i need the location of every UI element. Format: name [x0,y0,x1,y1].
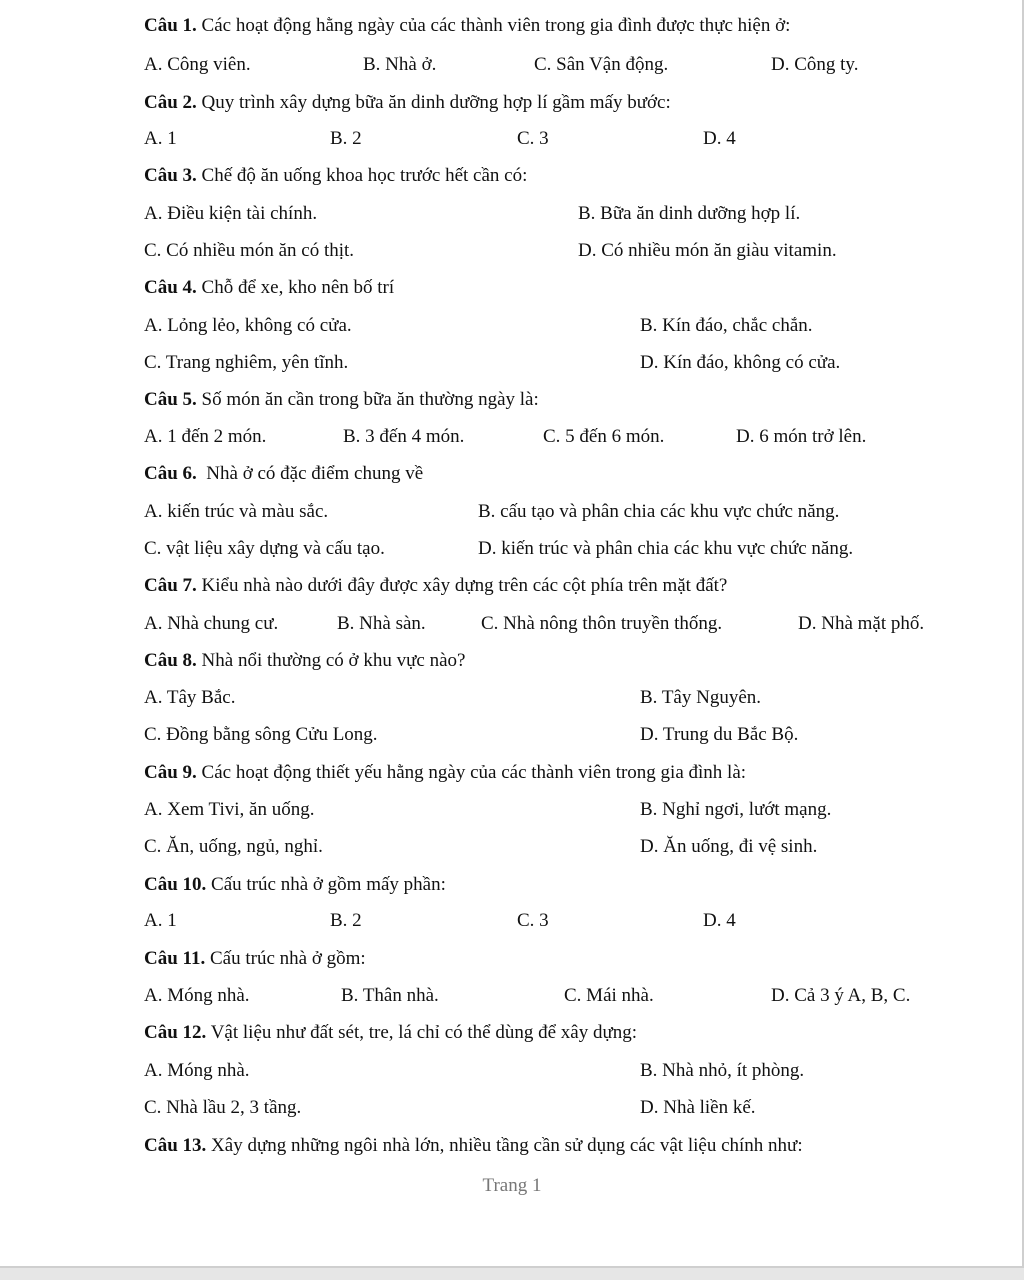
option-c: C. 5 đến 6 món. [543,426,665,447]
option-b: B. Kín đáo, chắc chắn. [640,315,813,336]
question-label: Câu 9. [144,762,197,783]
option-c: C. Đồng bằng sông Cửu Long. [144,724,378,745]
question-1 [0,12,1024,40]
question-8-options-row2 [0,721,1024,749]
option-d: D. Kín đáo, không có cửa. [640,352,841,373]
question-label: Câu 11. [144,948,206,969]
option-c: C. Mái nhà. [564,985,654,1006]
question-7-options [0,610,1024,638]
option-c: C. Ăn, uống, ngủ, nghỉ. [144,836,323,857]
option-c: C. Sân Vận động. [534,54,669,75]
question-12-options-row1 [0,1057,1024,1085]
option-c: C. Nhà nông thôn truyền thống. [481,613,723,634]
question-5 [0,386,1024,414]
question-text: Chế độ ăn uống khoa học trước hết cần có: [196,165,528,186]
option-a: A. Xem Tivi, ăn uống. [144,799,315,820]
question-text: Quy trình xây dựng bữa ăn dinh dưỡng hợp lí gầm mấy bước: [196,92,671,113]
option-a: A. Điều kiện tài chính. [144,203,318,224]
question-4 [0,274,1024,302]
question-5-options [0,423,1024,451]
option-c: C. Nhà lầu 2, 3 tầng. [144,1097,302,1118]
question-12-options-row2 [0,1094,1024,1122]
question-12 [0,1019,1024,1047]
question-text: Số món ăn cần trong bữa ăn thường ngày là: [196,389,539,410]
option-d: D. 4 [703,910,736,931]
option-d: D. Trung du Bắc Bộ. [640,724,799,745]
question-label: Câu 1. [144,15,197,36]
option-c: C. Có nhiều món ăn có thịt. [144,240,355,261]
question-9-options-row2 [0,833,1024,861]
question-text: Nhà nổi thường có ở khu vực nào? [196,650,466,671]
option-d: D. 6 món trở lên. [736,426,867,447]
question-label: Câu 5. [144,389,197,410]
option-d: D. Nhà liền kế. [640,1097,756,1118]
question-text: Các hoạt động hằng ngày của các thành viên trong gia đình được thực hiện ở: [196,15,791,36]
question-text: Cấu trúc nhà ở gồm: [205,948,366,969]
option-a: A. Móng nhà. [144,985,250,1006]
question-13 [0,1132,1024,1160]
option-b: B. Bữa ăn dinh dưỡng hợp lí. [578,203,801,224]
option-b: B. Thân nhà. [341,985,439,1006]
option-c: C. 3 [517,128,549,149]
option-d: D. Cả 3 ý A, B, C. [771,985,911,1006]
option-b: B. Nhà ở. [363,54,437,75]
option-c: C. 3 [517,910,549,931]
question-label: Câu 6. [144,463,197,484]
option-d: D. Ăn uống, đi vệ sinh. [640,836,818,857]
question-3-options-row2 [0,237,1024,265]
question-label: Câu 12. [144,1022,207,1043]
option-a: A. 1 [144,910,177,931]
question-10-options [0,907,1024,935]
question-6-options-row2 [0,535,1024,563]
question-label: Câu 10. [144,874,207,895]
question-label: Câu 3. [144,165,197,186]
question-6 [0,460,1024,488]
question-1-options [0,51,1024,79]
option-b: B. cấu tạo và phân chia các khu vực chức năng. [478,501,840,522]
question-label: Câu 2. [144,92,197,113]
option-d: D. Công ty. [771,54,859,75]
question-text: Kiểu nhà nào dưới đây được xây dựng trên các cột phía trên mặt đất? [196,575,728,596]
option-b: B. 2 [330,910,362,931]
question-4-options-row1 [0,312,1024,340]
question-label: Câu 4. [144,277,197,298]
option-d: D. 4 [703,128,736,149]
question-11-options [0,982,1024,1010]
question-label: Câu 13. [144,1135,207,1156]
question-text: Vật liệu như đất sét, tre, lá chỉ có thể dùng để xây dựng: [206,1022,638,1043]
page-number: Trang 1 [482,1175,542,1196]
option-b: B. Nghỉ ngơi, lướt mạng. [640,799,832,820]
option-a: A. 1 [144,128,177,149]
option-a: A. Tây Bắc. [144,687,236,708]
option-b: B. Nhà nhỏ, ít phòng. [640,1060,805,1081]
question-text: Cấu trúc nhà ở gồm mấy phần: [206,874,446,895]
option-a: A. Lỏng lẻo, không có cửa. [144,315,352,336]
question-10 [0,871,1024,899]
question-8 [0,647,1024,675]
question-4-options-row2 [0,349,1024,377]
question-9-options-row1 [0,796,1024,824]
question-label: Câu 8. [144,650,197,671]
question-text: Chỗ để xe, kho nên bố trí [196,277,395,298]
option-d: D. Nhà mặt phố. [798,613,925,634]
option-a: A. kiến trúc và màu sắc. [144,501,329,522]
option-a: A. Móng nhà. [144,1060,250,1081]
question-6-options-row1 [0,498,1024,526]
option-b: B. Tây Nguyên. [640,687,762,708]
question-text: Xây dựng những ngôi nhà lớn, nhiều tầng cần sử dụng các vật liệu chính như: [206,1135,803,1156]
option-b: B. Nhà sàn. [337,613,426,634]
option-b: B. 2 [330,128,362,149]
question-text: Nhà ở có đặc điểm chung về [196,463,424,484]
question-3 [0,162,1024,190]
option-a: A. 1 đến 2 món. [144,426,267,447]
question-8-options-row1 [0,684,1024,712]
question-2 [0,89,1024,117]
option-c: C. vật liệu xây dựng và cấu tạo. [144,538,385,559]
question-2-options [0,125,1024,153]
question-11 [0,945,1024,973]
option-a: A. Nhà chung cư. [144,613,279,634]
option-d: D. Có nhiều món ăn giàu vitamin. [578,240,837,261]
option-c: C. Trang nghiêm, yên tĩnh. [144,352,349,373]
option-d: D. kiến trúc và phân chia các khu vực chức năng. [478,538,854,559]
question-9 [0,759,1024,787]
question-label: Câu 7. [144,575,197,596]
option-a: A. Công viên. [144,54,251,75]
option-b: B. 3 đến 4 món. [343,426,465,447]
question-3-options-row1 [0,200,1024,228]
question-text: Các hoạt động thiết yếu hằng ngày của các thành viên trong gia đình là: [196,762,747,783]
question-7 [0,572,1024,600]
